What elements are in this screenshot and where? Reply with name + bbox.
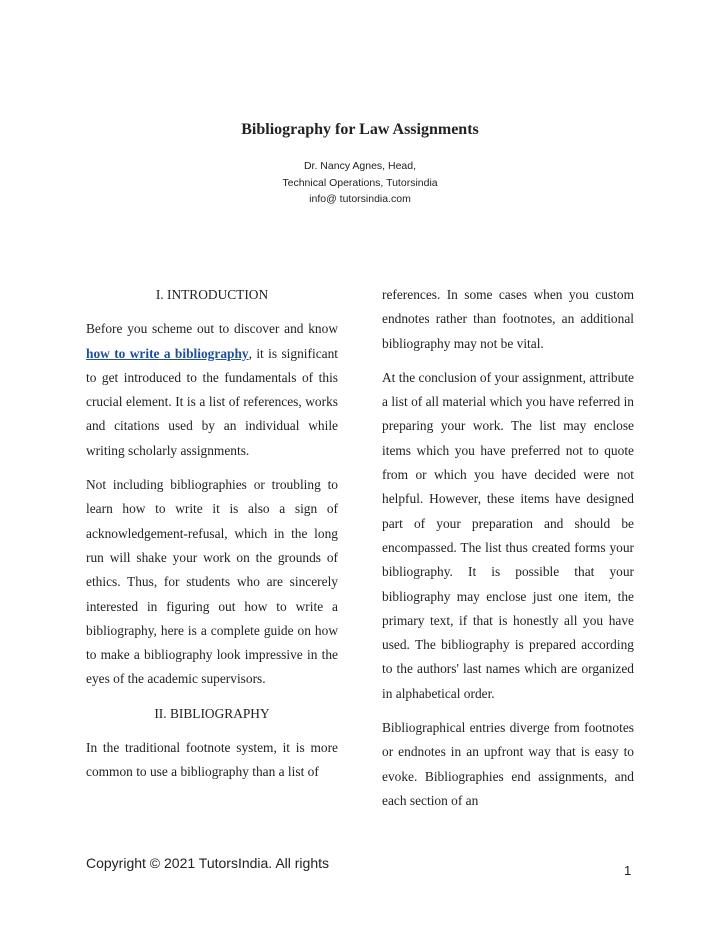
right-paragraph-3: Bibliographical entries diverge from footnotes or endnotes in an upfront way that is easy to evoke. Bibliographies end assignments, and each section of an: [382, 720, 634, 808]
bibliography-paragraph-1: In the traditional footnote system, it is more common to use a bibliography than a list of: [86, 740, 338, 780]
left-column: [86, 283, 338, 795]
section-heading-introduction: I. INTRODUCTION: [155, 287, 269, 302]
page-number: 1: [624, 863, 632, 878]
intro-paragraph-1: [86, 317, 338, 463]
bibliography-guide-link[interactable]: how to write a bibliography: [86, 345, 249, 361]
author-affiliation-line: Technical Operations, Tutorsindia: [282, 176, 438, 189]
right-paragraph-1: references. In some cases when you custom endnotes rather than footnotes, an additional bibliography may not be vital.: [382, 287, 634, 351]
intro-paragraph-2: Not including bibliographies or troubling to learn how to write it is also a sign of acknowledgement-refusal, which in the long run will shake your work on the grounds of ethics. Thus, for students who are sincerely interested in figuring out how to write a bibliography, here is a complete guide on how to make a bibliography look impressive in the eyes of the academic supervisors.: [86, 477, 338, 687]
right-column: [382, 283, 634, 823]
copyright-footer: Copyright © 2021 TutorsIndia. All rights: [86, 855, 329, 871]
author-block: [0, 158, 720, 208]
intro-text-before-link: Before you scheme out to discover and know: [86, 321, 338, 337]
document-title: Bibliography for Law Assignments: [241, 121, 479, 138]
intro-text-after-link: , it is significant to get introduced to the fundamentals of this crucial element. It is a list of references, works and citations used by an individual while writing scholarly assignments.: [86, 345, 338, 458]
author-name-line: Dr. Nancy Agnes, Head,: [303, 160, 417, 172]
right-paragraph-2: At the conclusion of your assignment, attribute a list of all material which you have referred in preparing your work. The list may enclose items which you have preferred not to quote from or which you have decided were not helpful. However, these items have designed part of your preparation and should be encompassed. The list thus created forms your bibliography. It is possible that your bibliography may enclose just one item, the primary text, if that is honestly all you have used. The bibliography is prepared according to the authors' last names which are organized in alphabetical order.: [382, 369, 634, 701]
author-email-line: info@ tutorsindia.com: [309, 193, 411, 205]
section-heading-bibliography: II. BIBLIOGRAPHY: [154, 705, 270, 721]
